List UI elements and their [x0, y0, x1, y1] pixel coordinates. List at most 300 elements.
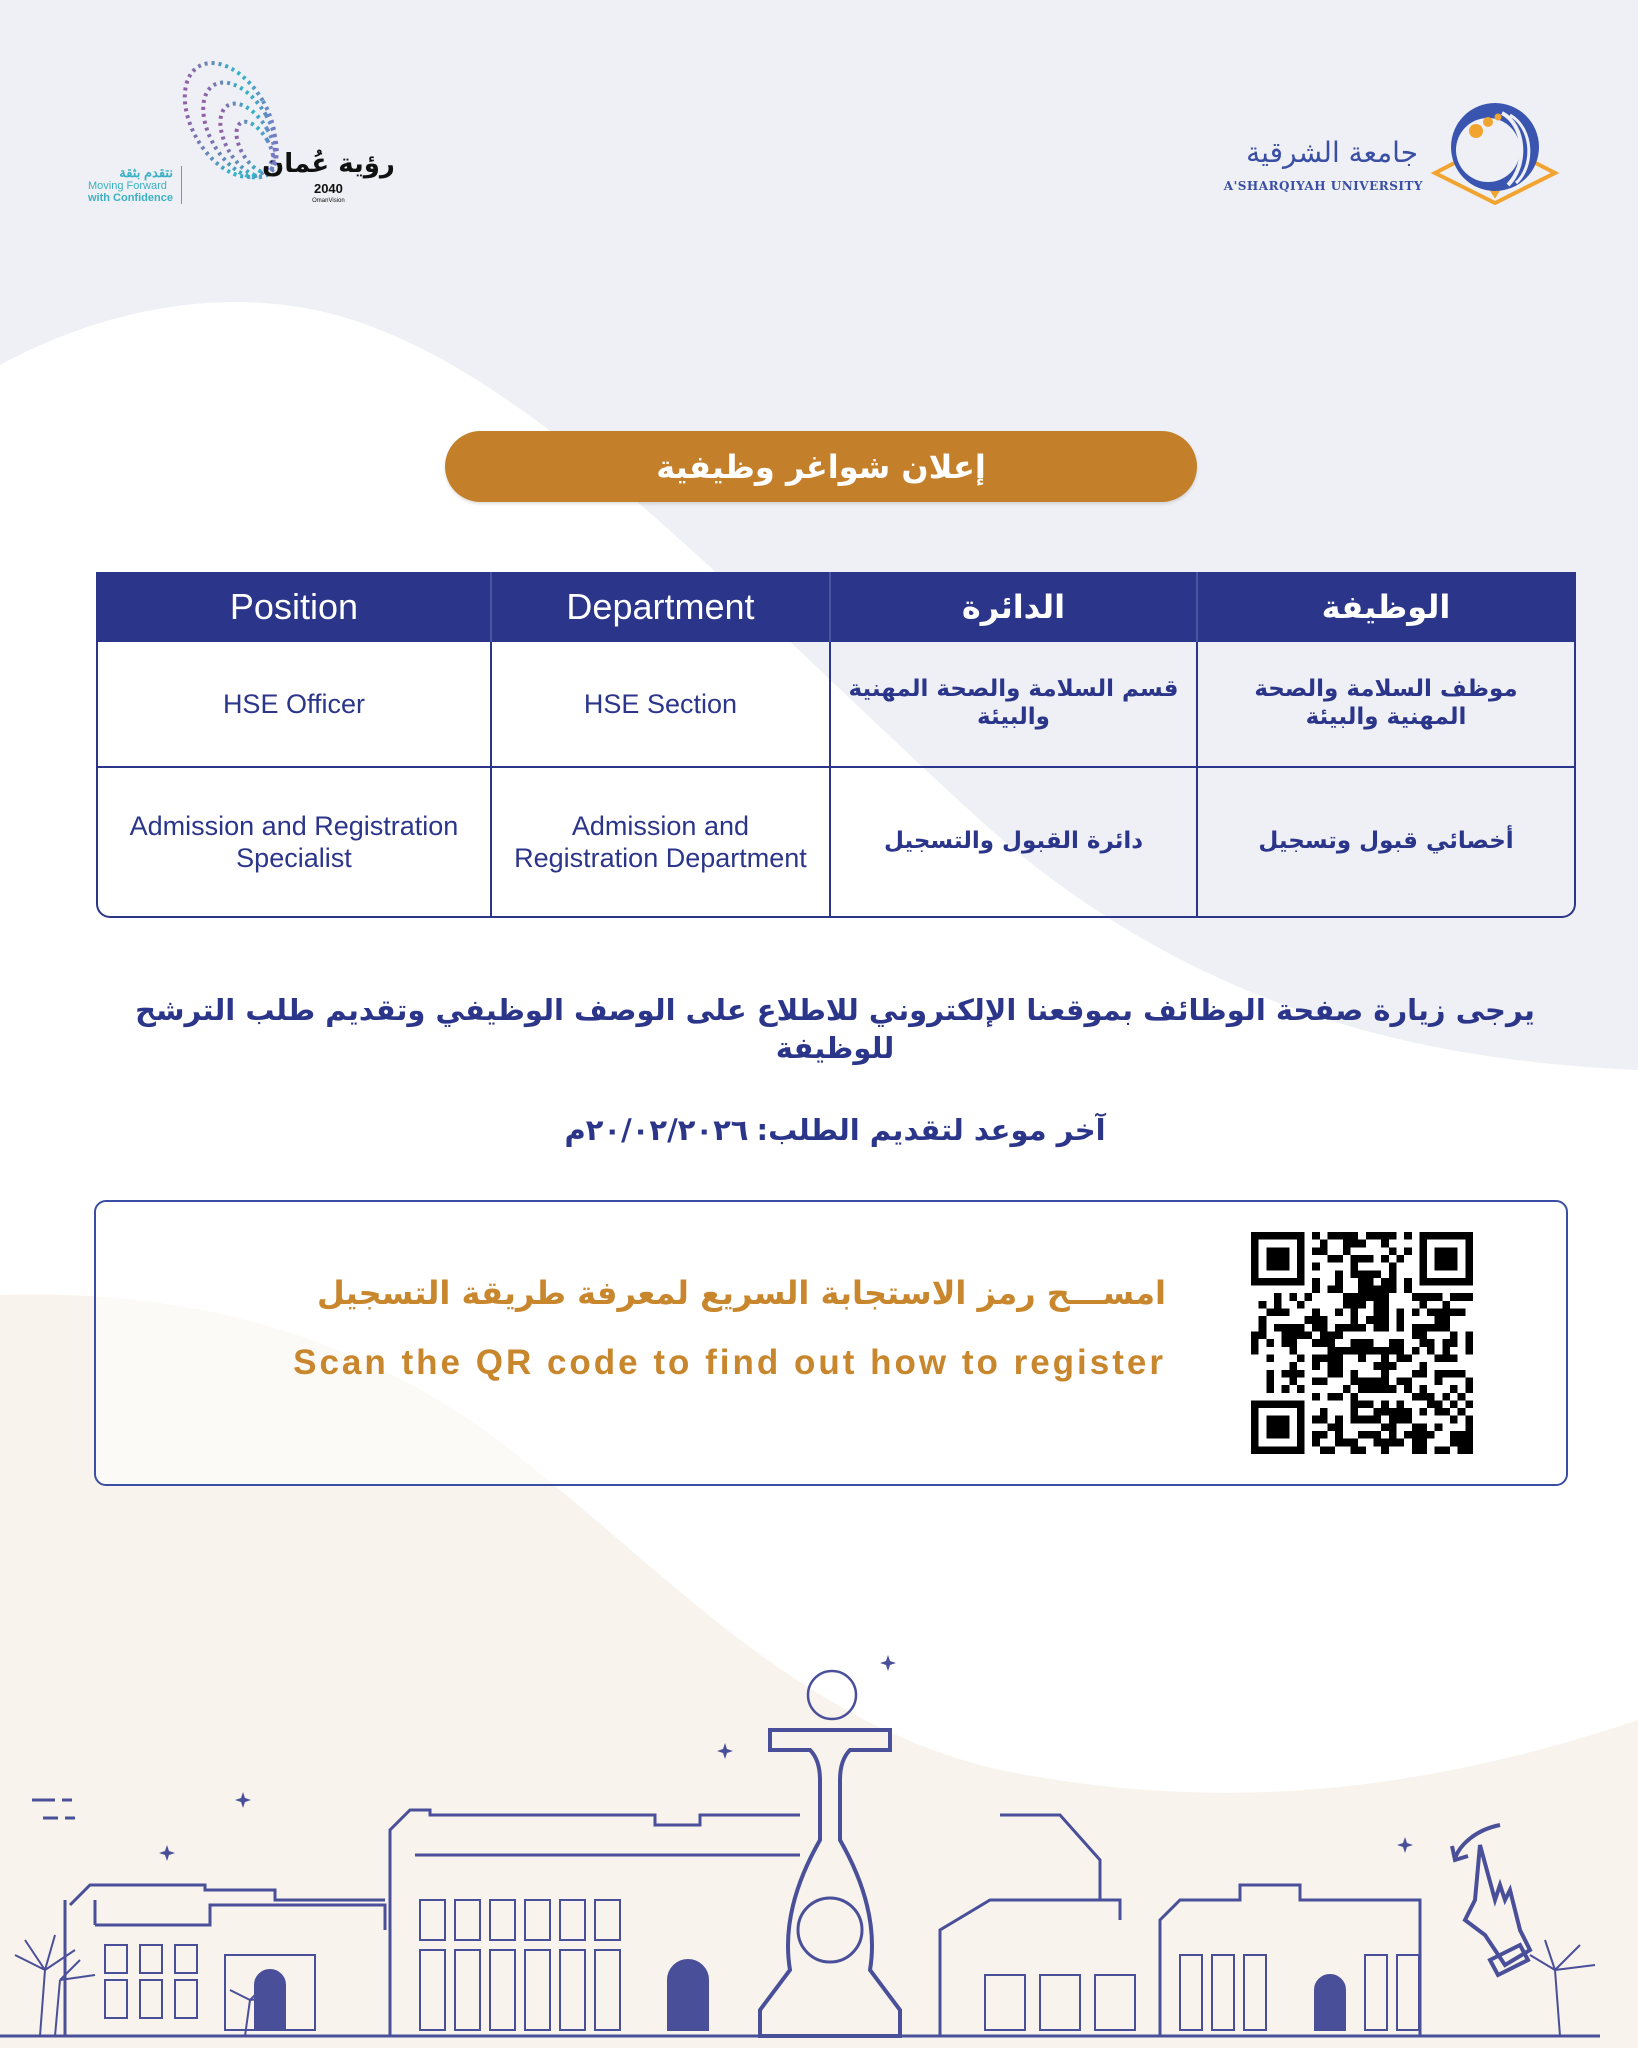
- qr-module: [1366, 1416, 1374, 1424]
- qr-module: [1381, 1385, 1389, 1393]
- qr-module: [1458, 1370, 1466, 1378]
- qr-module: [1328, 1354, 1336, 1362]
- qr-module: [1274, 1293, 1282, 1301]
- qr-module: [1335, 1270, 1343, 1278]
- qr-module: [1351, 1240, 1359, 1248]
- qr-module: [1312, 1286, 1320, 1294]
- qr-module: [1351, 1439, 1359, 1447]
- qr-module: [1305, 1293, 1313, 1301]
- qr-module: [1358, 1385, 1366, 1393]
- qr-module: [1274, 1324, 1282, 1332]
- qr-module: [1458, 1439, 1466, 1447]
- qr-module: [1450, 1332, 1458, 1340]
- qr-module: [1419, 1431, 1427, 1439]
- qr-module: [1335, 1232, 1343, 1240]
- qr-module: [1358, 1347, 1366, 1355]
- windows-mid-left: [420, 1900, 708, 2030]
- qr-module: [1289, 1324, 1297, 1332]
- qr-module: [1412, 1347, 1420, 1355]
- tagline-en-line1: Moving Forward: [88, 180, 167, 193]
- qr-module: [1381, 1240, 1389, 1248]
- qr-module: [1427, 1347, 1435, 1355]
- qr-module: [1312, 1232, 1320, 1240]
- vision-wordmark: رؤية عُمان: [262, 149, 395, 179]
- qr-module: [1312, 1309, 1320, 1317]
- qr-module: [1373, 1270, 1381, 1278]
- building-mid-right-detail: [1000, 1815, 1100, 1900]
- qr-module: [1389, 1339, 1397, 1347]
- qr-module: [1396, 1439, 1404, 1447]
- qr-module: [1412, 1423, 1420, 1431]
- qr-module: [1358, 1255, 1366, 1263]
- qr-module: [1320, 1247, 1328, 1255]
- qr-module: [1458, 1309, 1466, 1317]
- qr-module: [1389, 1278, 1397, 1286]
- qr-module: [1381, 1347, 1389, 1355]
- qr-module: [1381, 1316, 1389, 1324]
- qr-module: [1343, 1385, 1351, 1393]
- qr-module: [1404, 1247, 1412, 1255]
- qr-module: [1266, 1385, 1274, 1393]
- qr-module: [1358, 1270, 1366, 1278]
- header-department-en: Department: [492, 572, 831, 642]
- qr-module: [1450, 1339, 1458, 1347]
- qr-module: [1435, 1370, 1443, 1378]
- qr-module: [1465, 1431, 1473, 1439]
- qr-module: [1419, 1370, 1427, 1378]
- qr-module: [1465, 1377, 1473, 1385]
- cell-position-ar: أخصائي قبول وتسجيل: [1258, 828, 1514, 855]
- qr-module: [1373, 1431, 1381, 1439]
- qr-instruction-en: Scan the QR code to find out how to register: [293, 1343, 1166, 1382]
- qr-module: [1381, 1423, 1389, 1431]
- qr-module: [1366, 1286, 1374, 1294]
- qr-module: [1419, 1423, 1427, 1431]
- qr-module: [1389, 1431, 1397, 1439]
- qr-module: [1381, 1354, 1389, 1362]
- qr-module: [1351, 1377, 1359, 1385]
- vision-tagline: [88, 166, 182, 204]
- qr-module: [1419, 1446, 1427, 1454]
- qr-module: [1465, 1332, 1473, 1340]
- qr-module: [1450, 1439, 1458, 1447]
- qr-module: [1465, 1385, 1473, 1393]
- qr-module: [1366, 1293, 1374, 1301]
- qr-module: [1419, 1324, 1427, 1332]
- qr-module: [1435, 1400, 1443, 1408]
- qr-module: [1427, 1309, 1435, 1317]
- qr-module: [1289, 1377, 1297, 1385]
- table-row: [98, 642, 1574, 766]
- header-position-ar: الوظيفة: [1321, 587, 1451, 626]
- qr-module: [1320, 1446, 1328, 1454]
- qr-module: [1389, 1423, 1397, 1431]
- qr-module: [1266, 1309, 1274, 1317]
- qr-module: [1381, 1301, 1389, 1309]
- qr-module: [1389, 1385, 1397, 1393]
- cell-position-en: Admission and Registration Specialist: [98, 768, 492, 916]
- qr-module: [1312, 1362, 1320, 1370]
- building-left-detail: [95, 1900, 385, 1930]
- qr-module: [1465, 1347, 1473, 1355]
- star-icons: [159, 1655, 1413, 1861]
- qr-module: [1320, 1354, 1328, 1362]
- qr-module: [1335, 1370, 1343, 1378]
- qr-module: [1373, 1362, 1381, 1370]
- qr-module: [1335, 1431, 1343, 1439]
- qr-module: [1366, 1232, 1374, 1240]
- qr-module: [1366, 1347, 1374, 1355]
- announcement-title: إعلان شواغر وظيفية: [445, 431, 1197, 502]
- qr-module: [1366, 1377, 1374, 1385]
- qr-module: [1320, 1316, 1328, 1324]
- qr-module: [1335, 1416, 1343, 1424]
- qr-module: [1312, 1316, 1320, 1324]
- qr-module: [1404, 1354, 1412, 1362]
- qr-module: [1335, 1362, 1343, 1370]
- qr-module: [1412, 1332, 1420, 1340]
- qr-module: [1389, 1270, 1397, 1278]
- qr-module: [1373, 1416, 1381, 1424]
- qr-module: [1450, 1309, 1458, 1317]
- qr-module: [1343, 1240, 1351, 1248]
- qr-module: [1412, 1393, 1420, 1401]
- qr-module: [1373, 1301, 1381, 1309]
- qr-module: [1404, 1377, 1412, 1385]
- qr-module: [1266, 1247, 1289, 1270]
- qr-module: [1381, 1400, 1389, 1408]
- qr-module: [1435, 1408, 1443, 1416]
- qr-module: [1396, 1339, 1404, 1347]
- qr-module: [1343, 1247, 1351, 1255]
- qr-module: [1305, 1316, 1313, 1324]
- qr-module: [1335, 1278, 1343, 1286]
- qr-module: [1358, 1354, 1366, 1362]
- qr-module: [1465, 1339, 1473, 1347]
- windows-right: [985, 1955, 1419, 2030]
- qr-module: [1351, 1347, 1359, 1355]
- qr-module: [1427, 1324, 1435, 1332]
- qr-module: [1282, 1370, 1290, 1378]
- qr-module: [1312, 1439, 1320, 1447]
- qr-module: [1366, 1316, 1374, 1324]
- qr-module: [1351, 1408, 1359, 1416]
- qr-module: [1328, 1393, 1336, 1401]
- qr-module: [1442, 1309, 1450, 1317]
- qr-module: [1442, 1316, 1450, 1324]
- qr-module: [1389, 1416, 1397, 1424]
- qr-module: [1358, 1286, 1366, 1294]
- qr-module: [1335, 1324, 1343, 1332]
- qr-module: [1381, 1446, 1389, 1454]
- qr-module: [1373, 1324, 1381, 1332]
- qr-module: [1396, 1408, 1404, 1416]
- qr-module: [1458, 1393, 1466, 1401]
- qr-module: [1465, 1446, 1473, 1454]
- qr-module: [1419, 1332, 1427, 1340]
- qr-module: [1389, 1232, 1397, 1240]
- qr-module: [1366, 1385, 1374, 1393]
- qr-module: [1351, 1416, 1359, 1424]
- qr-module: [1312, 1247, 1320, 1255]
- qr-module: [1381, 1370, 1389, 1378]
- qr-module: [1435, 1316, 1443, 1324]
- qr-module: [1435, 1247, 1458, 1270]
- qr-module: [1312, 1377, 1320, 1385]
- qr-module: [1389, 1247, 1397, 1255]
- qr-module: [1328, 1232, 1336, 1240]
- qr-module: [1389, 1286, 1397, 1294]
- qr-module: [1328, 1255, 1336, 1263]
- tagline-ar: نتقدم بثقة: [119, 165, 173, 180]
- qr-module: [1381, 1362, 1389, 1370]
- qr-module: [1435, 1377, 1443, 1385]
- qr-module: [1351, 1293, 1359, 1301]
- deadline-label: آخر موعد لتقديم الطلب:: [756, 1113, 1106, 1147]
- qr-module: [1312, 1339, 1320, 1347]
- qr-module: [1335, 1354, 1343, 1362]
- vision-sub: OmanVision: [312, 198, 345, 205]
- qr-module: [1373, 1377, 1381, 1385]
- qr-module: [1389, 1263, 1397, 1271]
- vision-year: 2040: [313, 180, 343, 196]
- qr-module: [1442, 1347, 1450, 1355]
- qr-module: [1328, 1423, 1336, 1431]
- qr-module: [1351, 1400, 1359, 1408]
- qr-module: [1289, 1370, 1297, 1378]
- qr-module: [1351, 1393, 1359, 1401]
- qr-module: [1396, 1324, 1404, 1332]
- qr-module: [1358, 1339, 1366, 1347]
- hand-pointer-icon: [1452, 1825, 1530, 1975]
- cell-department-en: HSE Section: [492, 642, 831, 766]
- qr-module: [1251, 1339, 1259, 1347]
- qr-module: [1435, 1354, 1443, 1362]
- qr-module: [1442, 1324, 1450, 1332]
- qr-module: [1396, 1255, 1404, 1263]
- qr-module: [1442, 1446, 1450, 1454]
- qr-module: [1266, 1370, 1274, 1378]
- qr-module: [1343, 1347, 1351, 1355]
- qr-module: [1312, 1354, 1320, 1362]
- qr-module: [1297, 1385, 1305, 1393]
- qr-module: [1412, 1370, 1420, 1378]
- qr-module: [1389, 1408, 1397, 1416]
- qr-module: [1297, 1370, 1305, 1378]
- qr-module: [1419, 1408, 1427, 1416]
- qr-module: [1373, 1347, 1381, 1355]
- qr-module: [1328, 1339, 1336, 1347]
- qr-module: [1351, 1339, 1359, 1347]
- qr-module: [1297, 1301, 1305, 1309]
- qr-module: [1320, 1240, 1328, 1248]
- qr-module: [1435, 1423, 1443, 1431]
- qr-module: [1442, 1393, 1450, 1401]
- qr-module: [1358, 1324, 1366, 1332]
- qr-module: [1366, 1278, 1374, 1286]
- qr-module: [1328, 1347, 1336, 1355]
- qr-module: [1358, 1278, 1366, 1286]
- qr-module: [1396, 1309, 1404, 1317]
- qr-module: [1442, 1370, 1450, 1378]
- qr-module: [1450, 1400, 1458, 1408]
- qr-module: [1351, 1324, 1359, 1332]
- qr-module: [1320, 1416, 1328, 1424]
- qr-module: [1289, 1347, 1297, 1355]
- qr-module: [1335, 1255, 1343, 1263]
- qr-module: [1266, 1377, 1274, 1385]
- header-position-en: Position: [98, 572, 492, 642]
- qr-module: [1389, 1347, 1397, 1355]
- qr-module: [1450, 1354, 1458, 1362]
- qr-module: [1427, 1393, 1435, 1401]
- qr-module: [1458, 1446, 1466, 1454]
- qr-code-icon[interactable]: [1251, 1232, 1473, 1454]
- cell-position-en: HSE Officer: [98, 642, 492, 766]
- qr-instruction-ar: امســـح رمز الاستجابة السريع لمعرفة طريقة التسجيل: [317, 1274, 1166, 1312]
- qr-module: [1373, 1316, 1381, 1324]
- qr-module: [1412, 1324, 1420, 1332]
- qr-module: [1351, 1270, 1359, 1278]
- qr-module: [1442, 1301, 1450, 1309]
- building-right: [1160, 1885, 1420, 2036]
- qr-module: [1366, 1339, 1374, 1347]
- qr-module: [1381, 1408, 1389, 1416]
- qr-module: [1404, 1416, 1412, 1424]
- qr-module: [1351, 1232, 1359, 1240]
- qr-module: [1343, 1293, 1351, 1301]
- qr-module: [1282, 1339, 1290, 1347]
- qr-module: [1389, 1362, 1397, 1370]
- cell-position-ar: موظف السلامة والصحة المهنية والبيئة: [1254, 676, 1518, 730]
- qr-module: [1320, 1431, 1328, 1439]
- qr-module: [1435, 1446, 1443, 1454]
- qr-module: [1358, 1240, 1366, 1248]
- qr-module: [1450, 1385, 1458, 1393]
- qr-module: [1465, 1416, 1473, 1424]
- cell-department-en: Admission and Registration Department: [492, 768, 831, 916]
- qr-module: [1366, 1255, 1374, 1263]
- qr-module: [1358, 1301, 1366, 1309]
- qr-module: [1312, 1393, 1320, 1401]
- qr-section: [94, 1200, 1568, 1486]
- qr-module: [1274, 1301, 1282, 1309]
- qr-module: [1274, 1309, 1282, 1317]
- deadline: [120, 1112, 1550, 1150]
- qr-module: [1435, 1309, 1443, 1317]
- qr-module: [1312, 1278, 1320, 1286]
- qr-module: [1427, 1431, 1435, 1439]
- qr-module: [1381, 1293, 1389, 1301]
- qr-module: [1458, 1408, 1466, 1416]
- qr-module: [1450, 1370, 1458, 1378]
- qr-module: [1412, 1431, 1420, 1439]
- qr-module: [1351, 1263, 1359, 1271]
- qr-module: [1396, 1354, 1404, 1362]
- qr-module: [1282, 1324, 1290, 1332]
- qr-module: [1312, 1416, 1320, 1424]
- qr-module: [1266, 1416, 1289, 1439]
- qr-module: [1404, 1385, 1412, 1393]
- table-header-row: [98, 572, 1574, 642]
- qr-module: [1373, 1232, 1381, 1240]
- qr-module: [1266, 1354, 1274, 1362]
- qr-module: [1419, 1362, 1427, 1370]
- qr-module: [1335, 1309, 1343, 1317]
- qr-module: [1373, 1439, 1381, 1447]
- qr-module: [1282, 1309, 1290, 1317]
- qr-module: [1335, 1439, 1343, 1447]
- header-department-ar: الدائرة: [831, 572, 1198, 642]
- university-emblem-icon: [1430, 95, 1560, 210]
- qr-module: [1328, 1446, 1336, 1454]
- qr-module: [1404, 1286, 1412, 1294]
- qr-module: [1381, 1255, 1389, 1263]
- qr-module: [1358, 1431, 1366, 1439]
- qr-module: [1442, 1339, 1450, 1347]
- qr-module: [1389, 1439, 1397, 1447]
- qr-module: [1465, 1439, 1473, 1447]
- qr-module: [1328, 1332, 1336, 1340]
- qr-module: [1297, 1332, 1305, 1340]
- qr-module: [1335, 1286, 1343, 1294]
- qr-module: [1297, 1354, 1305, 1362]
- qr-module: [1335, 1423, 1343, 1431]
- campus-skyline-illustration: [0, 1600, 1638, 2048]
- qr-module: [1351, 1301, 1359, 1309]
- qr-module: [1251, 1332, 1259, 1340]
- qr-module: [1419, 1293, 1427, 1301]
- qr-module: [1404, 1408, 1412, 1416]
- qr-module: [1312, 1431, 1320, 1439]
- qr-module: [1442, 1354, 1450, 1362]
- qr-module: [1328, 1286, 1336, 1294]
- qr-module: [1373, 1385, 1381, 1393]
- qr-module: [1427, 1400, 1435, 1408]
- qr-module: [1320, 1408, 1328, 1416]
- qr-module: [1289, 1362, 1297, 1370]
- qr-module: [1381, 1309, 1389, 1317]
- qr-module: [1381, 1439, 1389, 1447]
- qr-module: [1396, 1377, 1404, 1385]
- qr-module: [1266, 1339, 1274, 1347]
- qr-module: [1320, 1377, 1328, 1385]
- qr-module: [1366, 1400, 1374, 1408]
- qr-module: [1373, 1293, 1381, 1301]
- qr-module: [1251, 1347, 1259, 1355]
- qr-module: [1373, 1309, 1381, 1317]
- qr-module: [1419, 1393, 1427, 1401]
- qr-module: [1465, 1293, 1473, 1301]
- qr-module: [1465, 1400, 1473, 1408]
- qr-module: [1343, 1301, 1351, 1309]
- qr-module: [1366, 1431, 1374, 1439]
- qr-module: [1297, 1324, 1305, 1332]
- qr-module: [1373, 1286, 1381, 1294]
- qr-module: [1404, 1232, 1412, 1240]
- qr-module: [1320, 1332, 1328, 1340]
- qr-module: [1343, 1324, 1351, 1332]
- qr-module: [1335, 1332, 1343, 1340]
- university-name-en: A'SHARQIYAH UNIVERSITY: [1223, 179, 1423, 193]
- qr-module: [1458, 1431, 1466, 1439]
- qr-module: [1419, 1339, 1427, 1347]
- qr-module: [1351, 1446, 1359, 1454]
- cell-department-ar: دائرة القبول والتسجيل: [831, 768, 1198, 916]
- qr-module: [1381, 1324, 1389, 1332]
- qr-module: [1282, 1332, 1290, 1340]
- qr-module: [1458, 1293, 1466, 1301]
